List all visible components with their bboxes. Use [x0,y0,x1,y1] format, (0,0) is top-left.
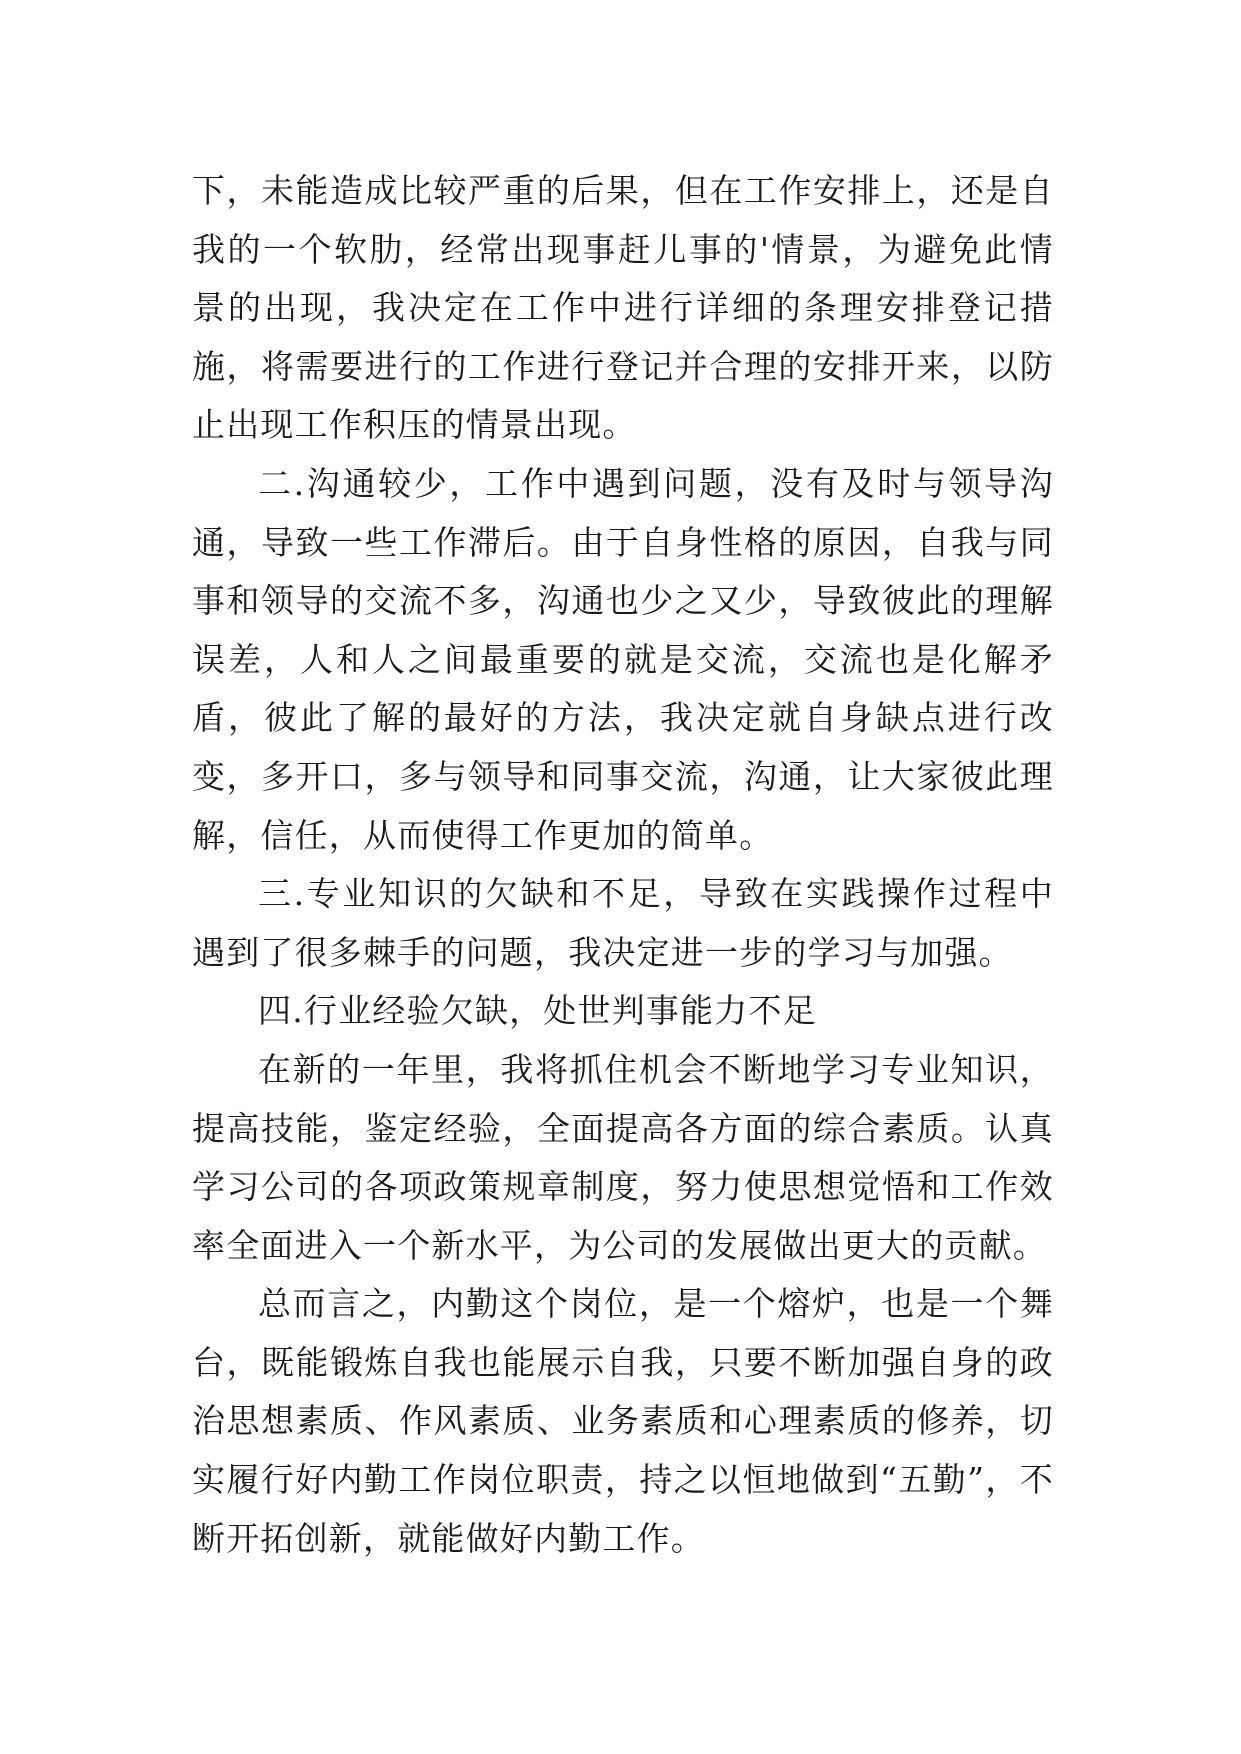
paragraph-continuation: 下，未能造成比较严重的后果，但在工作安排上，还是自我的一个软肋，经常出现事赶儿事的'情景，为避免此情景的出现，我决定在工作中进行详细的条理安排登记措施，将需要进行的工作进行登记并合理的安排开来，以防止出现工作积压的情景出现。 [192,171,1054,445]
document-body [192,162,1054,1568]
paragraph-new-year-plan: 在新的一年里，我将抓住机会不断地学习专业知识，提高技能，鉴定经验，全面提高各方面的综合素质。认真学习公司的各项政策规章制度，努力使思想觉悟和工作效率全面进入一个新水平，为公司的发展做出更大的贡献。 [192,1049,1054,1265]
paragraph-item-four: 四.行业经验欠缺，处世判事能力不足 [258,991,817,1031]
paragraph-conclusion: 总而言之，内勤这个岗位，是一个熔炉，也是一个舞台，既能锻炼自我也能展示自我，只要不断加强自身的政治思想素质、作风素质、业务素质和心理素质的修养，切实履行好内勤工作岗位职责，持之以恒地做到“五勤”，不断开拓创新，就能做好内勤工作。 [192,1284,1054,1558]
paragraph-item-two: 二.沟通较少，工作中遇到问题，没有及时与领导沟通，导致一些工作滞后。由于自身性格的原因，自我与同事和领导的交流不多，沟通也少之又少，导致彼此的理解误差，人和人之间最重要的就是交流，交流也是化解矛盾，彼此了解的最好的方法，我决定就自身缺点进行改变，多开口，多与领导和同事交流，沟通，让大家彼此理解，信任，从而使得工作更加的简单。 [192,463,1054,855]
paragraph-item-three: 三.专业知识的欠缺和不足，导致在实践操作过程中遇到了很多棘手的问题，我决定进一步的学习与加强。 [192,874,1054,972]
